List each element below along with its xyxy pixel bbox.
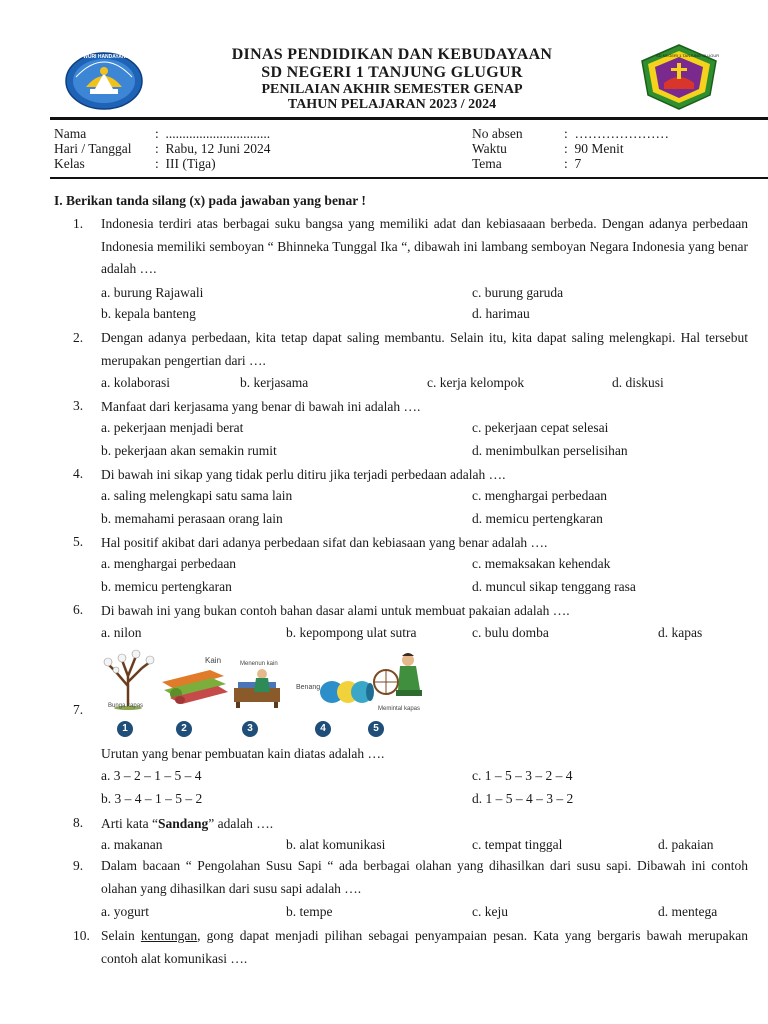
tema-value: : 7 [564, 156, 582, 171]
q9-option-a[interactable]: a. yogurt [101, 904, 149, 919]
q6-option-b[interactable]: b. kepompong ulat sutra [286, 625, 417, 640]
q5-option-d[interactable]: d. muncul sikap tenggang rasa [472, 579, 636, 594]
q7-text: Urutan yang benar pembuatan kain diatas adalah …. [101, 746, 385, 761]
q7-option-b[interactable]: b. 3 – 4 – 1 – 5 – 2 [101, 791, 203, 806]
q9-option-b[interactable]: b. tempe [286, 904, 333, 919]
section-instruction: I. Berikan tanda silang (x) pada jawaban yang benar ! [54, 193, 366, 208]
q1-option-c[interactable]: c. burung garuda [472, 285, 564, 300]
q9-number: 9. [73, 858, 84, 873]
cloth-rolls-illustration [160, 662, 230, 704]
hari-label: Hari / Tanggal [54, 141, 132, 156]
absen-label: No absen [472, 126, 523, 141]
q7-option-d[interactable]: d. 1 – 5 – 4 – 3 – 2 [472, 791, 574, 806]
q6-option-a[interactable]: a. nilon [101, 625, 142, 640]
q4-option-b[interactable]: b. memahami perasaan orang lain [101, 511, 283, 526]
q8-option-c[interactable]: c. tempat tinggal [472, 837, 563, 852]
q1-option-d[interactable]: d. harimau [472, 306, 530, 321]
q5-option-b[interactable]: b. memicu pertengkaran [101, 579, 232, 594]
label-bunga-kapas: Bunga kapas [108, 703, 144, 709]
q3-option-c[interactable]: c. pekerjaan cepat selesai [472, 420, 609, 435]
q3-option-a[interactable]: a. pekerjaan menjadi berat [101, 420, 244, 435]
q4-option-c[interactable]: c. menghargai perbedaan [472, 488, 608, 503]
kelas-label: Kelas [54, 156, 85, 171]
q7-option-a[interactable]: a. 3 – 2 – 1 – 5 – 4 [101, 768, 202, 783]
q8-text-bold: Sandang [157, 816, 209, 831]
waktu-value: : 90 Menit [564, 141, 624, 156]
q1-number: 1. [73, 216, 84, 231]
q4-option-d[interactable]: d. memicu pertengkaran [472, 511, 603, 526]
tema-label: Tema [472, 156, 502, 171]
step-3-badge: 3 [242, 721, 258, 737]
q2-option-d[interactable]: d. diskusi [612, 375, 664, 390]
header-exam: PENILAIAN AKHIR SEMESTER GENAP [261, 82, 523, 97]
q5-option-a[interactable]: a. menghargai perbedaan [101, 556, 237, 571]
spinning-illustration [372, 650, 428, 704]
q4-text: Di bawah ini sikap yang tidak perlu ditiru jika terjadi perbedaan adalah …. [101, 467, 506, 482]
cotton-plant-illustration [100, 646, 158, 710]
q4-number: 4. [73, 466, 84, 481]
q10-text-post: , gong dapat menjadi pilihan sebagai penyampaian pesan. Kata yang bergaris bawah merupakan contoh alat komunikasi …. [101, 928, 748, 966]
step-1-badge: 1 [117, 721, 133, 737]
label-benang: Benang [296, 684, 321, 691]
label-memintal: Memintal kapas [378, 706, 421, 712]
q10-underlined-word: kentungan [140, 928, 198, 943]
q2-option-b[interactable]: b. kerjasama [240, 375, 309, 390]
thread-spools-illustration [318, 676, 376, 706]
left-logo-text: TUT WURI HANDAYANI [72, 54, 127, 60]
q8-text-post: ” adalah …. [208, 816, 274, 831]
q7-option-c[interactable]: c. 1 – 5 – 3 – 2 – 4 [472, 768, 573, 783]
label-menenun: Menenun kain [240, 661, 278, 667]
q3-text: Manfaat dari kerjasama yang benar di bawah ini adalah …. [101, 399, 421, 414]
q6-option-c[interactable]: c. bulu domba [472, 625, 549, 640]
q8-option-b[interactable]: b. alat komunikasi [286, 837, 386, 852]
hari-value: : Rabu, 12 Juni 2024 [155, 141, 271, 156]
header-year: TAHUN PELAJARAN 2023 / 2024 [287, 97, 497, 112]
step-5-badge: 5 [368, 721, 384, 737]
q8-option-d[interactable]: d. pakaian [658, 837, 714, 852]
weaving-illustration [232, 668, 292, 708]
q3-number: 3. [73, 398, 84, 413]
q10-number: 10. [73, 928, 90, 943]
step-4-badge: 4 [315, 721, 331, 737]
q9-option-d[interactable]: d. mentega [658, 904, 718, 919]
q9-text: Dalam bacaan “ Pengolahan Susu Sapi “ ada berbagai olahan yang dihasilkan dari susu sapi. Dibawah ini contoh olahan yang dihasilkan dari susu sapi adalah …. [101, 858, 748, 896]
q9-option-c[interactable]: c. keju [472, 904, 508, 919]
q8-text [101, 815, 273, 832]
q6-option-d[interactable]: d. kapas [658, 625, 703, 640]
q10-text [101, 925, 748, 970]
header-school: SD NEGERI 1 TANJUNG GLUGUR [261, 64, 523, 81]
q5-text: Hal positif akibat dari adanya perbedaan sifat dan kebiasaan yang benar adalah …. [101, 535, 548, 550]
q2-text: Dengan adanya perbedaan, kita tetap dapat saling membantu. Selain itu, kita dapat saling melengkapi. Hal tersebut merupakan pengertian dari …. [101, 330, 748, 368]
q1-option-a[interactable]: a. burung Rajawali [101, 285, 204, 300]
q10-text-pre: Selain [101, 928, 141, 943]
right-logo-text: SD NEGERI 1 TANJUNG GLUGUR [656, 53, 720, 58]
q5-number: 5. [73, 534, 84, 549]
q7-number: 7. [73, 702, 84, 717]
q8-option-a[interactable]: a. makanan [101, 837, 163, 852]
q3-option-d[interactable]: d. menimbulkan perselisihan [472, 443, 628, 458]
q2-number: 2. [73, 330, 84, 345]
q8-text-pre: Arti kata “ [101, 816, 158, 831]
nama-label: Nama [54, 126, 87, 141]
label-kain: Kain [205, 656, 222, 665]
q2-option-a[interactable]: a. kolaborasi [101, 375, 170, 390]
header-rule-top [50, 117, 768, 120]
q6-text: Di bawah ini yang bukan contoh bahan dasar alami untuk membuat pakaian adalah …. [101, 603, 570, 618]
kelas-value: : III (Tiga) [155, 156, 216, 171]
nama-value: : ............................... [155, 126, 271, 141]
q8-number: 8. [73, 815, 84, 830]
waktu-label: Waktu [472, 141, 507, 156]
header-agency: DINAS PENDIDIKAN DAN KEBUDAYAAN [231, 46, 553, 63]
q1-text: Indonesia terdiri atas berbagai suku bangsa yang memiliki adat dan kebiasaaan berbeda. Dengan adanya perbedaan Indonesia memiliki semboyan “ Bhinneka Tunggal Ika “, dibawah ini lambang semboyan Negara Indonesia yang benar adalah …. [101, 216, 748, 276]
q1-option-b[interactable]: b. kepala banteng [101, 306, 196, 321]
q5-option-c[interactable]: c. memaksakan kehendak [472, 556, 611, 571]
step-2-badge: 2 [176, 721, 192, 737]
absen-value: : ………………… [564, 126, 670, 141]
q4-option-a[interactable]: a. saling melengkapi satu sama lain [101, 488, 293, 503]
q6-number: 6. [73, 602, 84, 617]
q2-option-c[interactable]: c. kerja kelompok [427, 375, 525, 390]
header-rule-bottom [50, 177, 768, 179]
q3-option-b[interactable]: b. pekerjaan akan semakin rumit [101, 443, 277, 458]
